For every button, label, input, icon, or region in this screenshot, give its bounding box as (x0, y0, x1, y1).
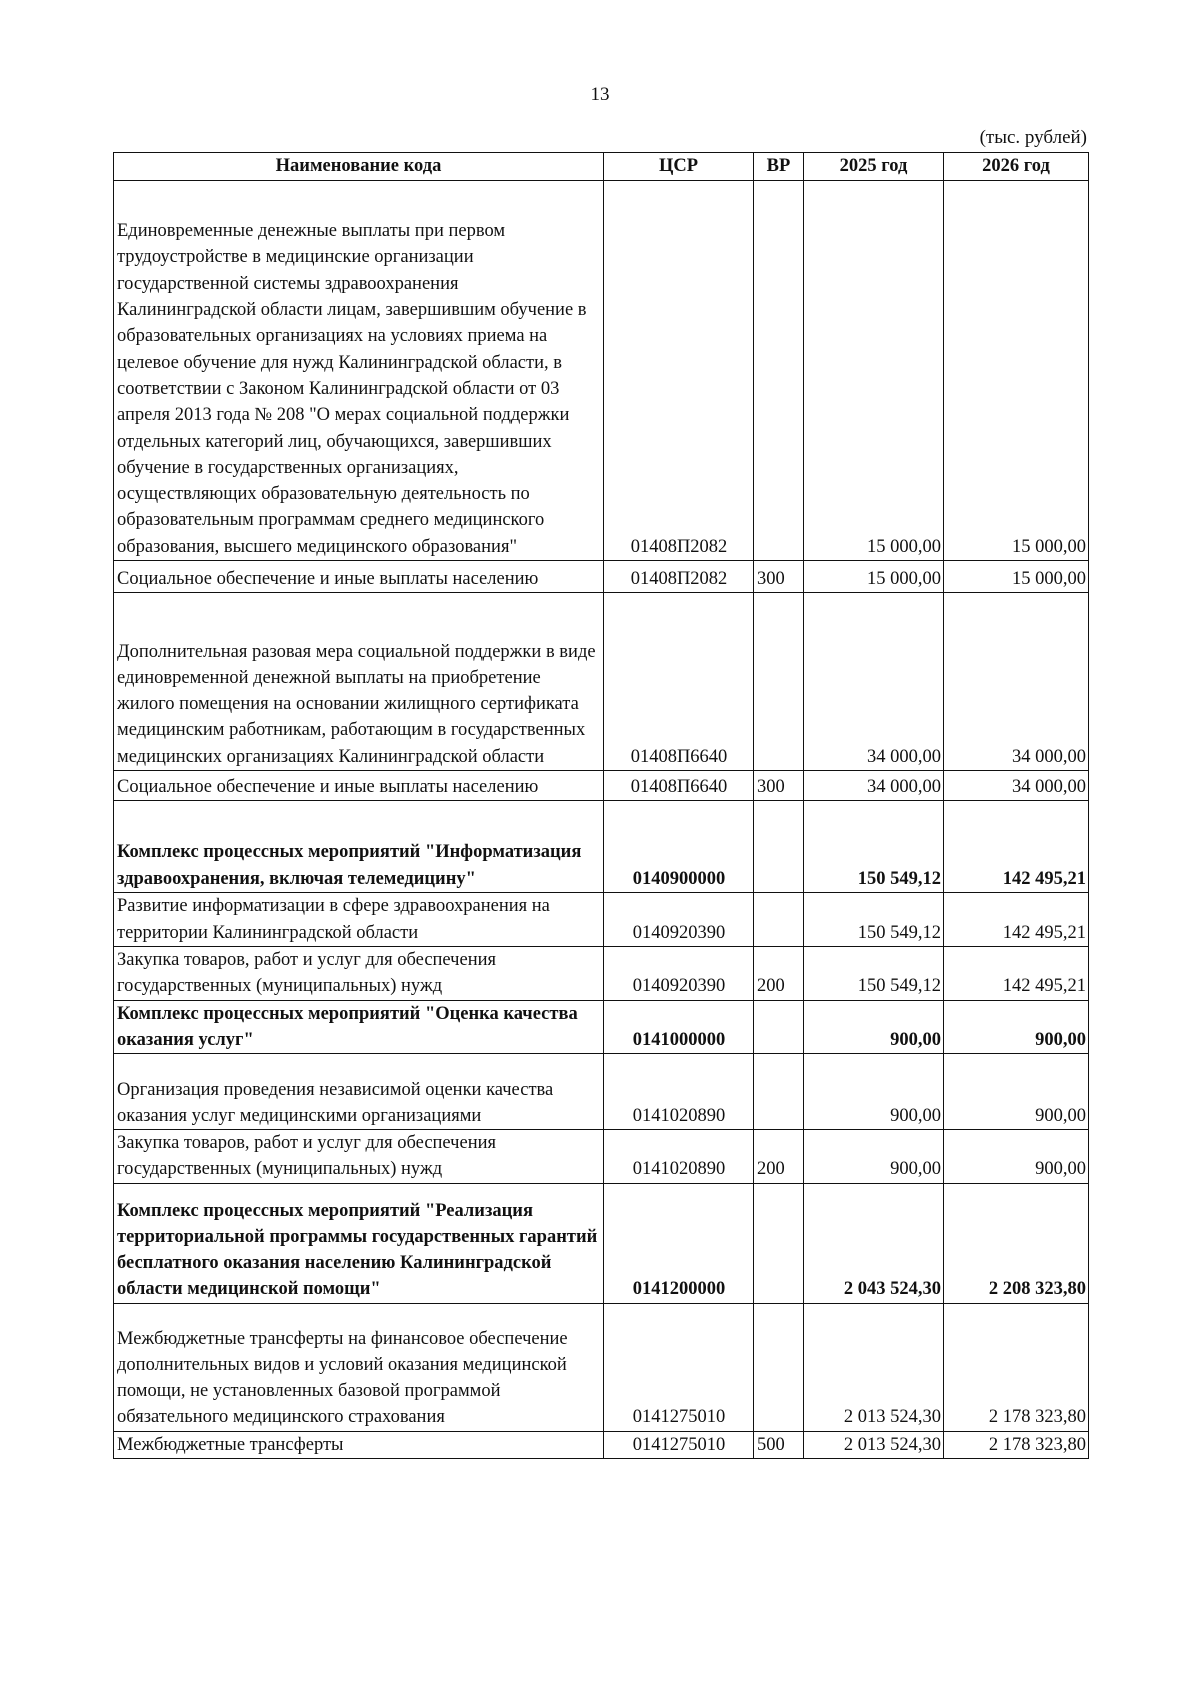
row-csr: 01408П6640 (604, 771, 754, 801)
row-value-2026: 900,00 (944, 1130, 1089, 1184)
row-value-2026: 900,00 (944, 1000, 1089, 1054)
row-value-2025: 34 000,00 (804, 771, 944, 801)
table-row (114, 1183, 1089, 1303)
row-vr (754, 593, 804, 771)
row-value-2026: 15 000,00 (944, 181, 1089, 561)
table-row (114, 771, 1089, 801)
row-name: Социальное обеспечение и иные выплаты населению (114, 561, 604, 593)
units-label: (тыс. рублей) (979, 127, 1087, 148)
row-value-2026: 900,00 (944, 1054, 1089, 1130)
row-csr: 01408П2082 (604, 561, 754, 593)
row-value-2026: 142 495,21 (944, 893, 1089, 947)
row-value-2025: 150 549,12 (804, 801, 944, 893)
row-value-2026: 2 178 323,80 (944, 1431, 1089, 1458)
row-vr: 300 (754, 771, 804, 801)
row-value-2026: 142 495,21 (944, 801, 1089, 893)
table-row (114, 947, 1089, 1001)
header-csr: ЦСР (604, 153, 754, 181)
row-name: Социальное обеспечение и иные выплаты населению (114, 771, 604, 801)
row-vr (754, 181, 804, 561)
row-name: Комплекс процессных мероприятий "Информатизация здравоохранения, включая телемедицину" (114, 801, 604, 893)
row-csr: 0140920390 (604, 947, 754, 1001)
row-value-2026: 34 000,00 (944, 771, 1089, 801)
row-vr (754, 1183, 804, 1303)
header-name: Наименование кода (114, 153, 604, 181)
table-row (114, 1054, 1089, 1130)
row-name: Единовременные денежные выплаты при первом трудоустройстве в медицинские организации государственной системы здравоохранения Калининградской области лицам, завершившим обучение в образовательных организациях на условиях приема на целевое обучение для нужд Калининградской области, в соответствии с Законом Калининградской области от 03 апреля 2013 года № 208 "О мерах социальной поддержки отдельных категорий лиц, обучающихся, завершивших обучение в государственных организациях, осуществляющих образовательную деятельность по образовательным программам среднего медицинского образования, высшего медицинского образования" (114, 181, 604, 561)
header-2025: 2025 год (804, 153, 944, 181)
row-name: Межбюджетные трансферты на финансовое обеспечение дополнительных видов и условий оказания медицинской помощи, не установленных базовой программой обязательного медицинского страхования (114, 1303, 604, 1431)
budget-table (113, 152, 1089, 1459)
row-value-2026: 15 000,00 (944, 561, 1089, 593)
row-csr: 0141200000 (604, 1183, 754, 1303)
row-value-2025: 15 000,00 (804, 181, 944, 561)
row-name: Дополнительная разовая мера социальной поддержки в виде единовременной денежной выплаты на приобретение жилого помещения на основании жилищного сертификата медицинским работникам, работающим в государственных медицинских организациях Калининградской области (114, 593, 604, 771)
row-name: Закупка товаров, работ и услуг для обеспечения государственных (муниципальных) нужд (114, 1130, 604, 1184)
row-vr: 200 (754, 1130, 804, 1184)
header-vr: ВР (754, 153, 804, 181)
table-row (114, 1431, 1089, 1458)
row-csr: 0141275010 (604, 1303, 754, 1431)
table-row (114, 1303, 1089, 1431)
row-value-2025: 900,00 (804, 1054, 944, 1130)
row-value-2025: 2 013 524,30 (804, 1431, 944, 1458)
row-value-2025: 2 043 524,30 (804, 1183, 944, 1303)
table-header-row (114, 153, 1089, 181)
row-name: Развитие информатизации в сфере здравоохранения на территории Калининградской области (114, 893, 604, 947)
row-value-2025: 900,00 (804, 1000, 944, 1054)
table-row (114, 801, 1089, 893)
row-value-2025: 15 000,00 (804, 561, 944, 593)
row-value-2026: 142 495,21 (944, 947, 1089, 1001)
row-vr: 200 (754, 947, 804, 1001)
row-value-2026: 34 000,00 (944, 593, 1089, 771)
table-body (114, 181, 1089, 1459)
row-value-2025: 2 013 524,30 (804, 1303, 944, 1431)
table-row (114, 181, 1089, 561)
row-name: Закупка товаров, работ и услуг для обеспечения государственных (муниципальных) нужд (114, 947, 604, 1001)
row-csr: 0141020890 (604, 1130, 754, 1184)
row-value-2025: 900,00 (804, 1130, 944, 1184)
row-vr (754, 1303, 804, 1431)
row-value-2026: 2 178 323,80 (944, 1303, 1089, 1431)
row-csr: 0141275010 (604, 1431, 754, 1458)
row-vr (754, 1054, 804, 1130)
row-value-2025: 34 000,00 (804, 593, 944, 771)
row-csr: 0141000000 (604, 1000, 754, 1054)
row-csr: 01408П6640 (604, 593, 754, 771)
row-value-2026: 2 208 323,80 (944, 1183, 1089, 1303)
table-row (114, 1130, 1089, 1184)
table-row (114, 893, 1089, 947)
row-name: Организация проведения независимой оценки качества оказания услуг медицинскими организациями (114, 1054, 604, 1130)
row-value-2025: 150 549,12 (804, 893, 944, 947)
row-csr: 0140920390 (604, 893, 754, 947)
row-value-2025: 150 549,12 (804, 947, 944, 1001)
row-csr: 01408П2082 (604, 181, 754, 561)
row-vr (754, 1000, 804, 1054)
table-row (114, 1000, 1089, 1054)
row-vr (754, 893, 804, 947)
row-csr: 0141020890 (604, 1054, 754, 1130)
row-name: Комплекс процессных мероприятий "Оценка качества оказания услуг" (114, 1000, 604, 1054)
row-name: Комплекс процессных мероприятий "Реализация территориальной программы государственных гарантий бесплатного оказания населению Калининградской области медицинской помощи" (114, 1183, 604, 1303)
row-vr: 500 (754, 1431, 804, 1458)
page-number: 13 (590, 84, 610, 105)
row-csr: 0140900000 (604, 801, 754, 893)
row-vr: 300 (754, 561, 804, 593)
table-row (114, 561, 1089, 593)
row-vr (754, 801, 804, 893)
header-2026: 2026 год (944, 153, 1089, 181)
row-name: Межбюджетные трансферты (114, 1431, 604, 1458)
table-row (114, 593, 1089, 771)
